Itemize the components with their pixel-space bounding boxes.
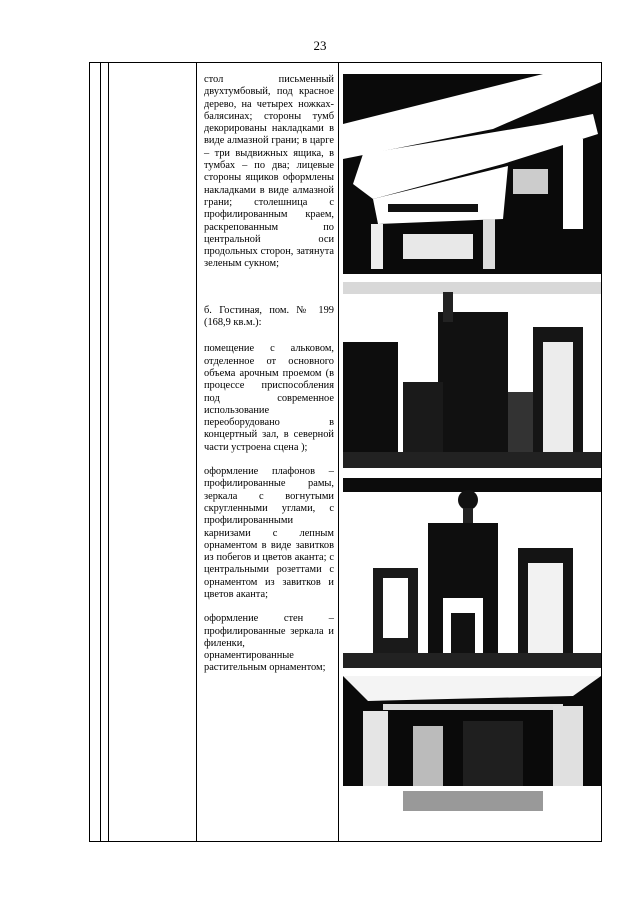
desk-description: стол письменный двухтумбовый, под красное дерево, на четырех ножках-балясинах; стороны тумб декорированы накладками в виде алмазной грани; в царге – три выдвижных ящика, в тумбах – по два; лицевые стороны ящиков оформлены накладками в виде алмазной грани; столешница с профилированным краем, раскрепованным по центральной оси продольных сторон, затянута зеленым сукном; <box>204 74 334 270</box>
column-divider <box>108 63 109 841</box>
column-divider <box>100 63 101 841</box>
drawing-room-photo-3 <box>343 676 601 821</box>
drawing-room-photo-2 <box>343 478 601 668</box>
drawing-room-photo-1 <box>343 282 601 468</box>
column-divider <box>196 63 197 841</box>
room-title: б. Гостиная, пом. № 199 (168,9 кв.м.): <box>204 304 334 329</box>
wall-description: оформление стен – профилированные зеркала и филенки, орнаментированные растительным орнаментом; <box>204 613 334 674</box>
description-column <box>204 74 334 675</box>
alcove-description: помещение с альковом, отделенное от основного объема арочным проемом (в процессе приспособления под современное использование переоборудовано в концертный зал, в северной части устроена сцена ); <box>204 343 334 453</box>
desk-photo <box>343 74 601 274</box>
ceiling-description: оформление плафонов – профилированные рамы, зеркала с вогнутыми скругленными углами, с профилированными карнизами с лепным орнаментом в виде завитков из побегов и цветов аканта; с центральными розеттами с орнаментом из завитков и цветов аканта; <box>204 466 334 600</box>
column-divider <box>338 63 339 841</box>
page-number: 23 <box>313 38 327 53</box>
